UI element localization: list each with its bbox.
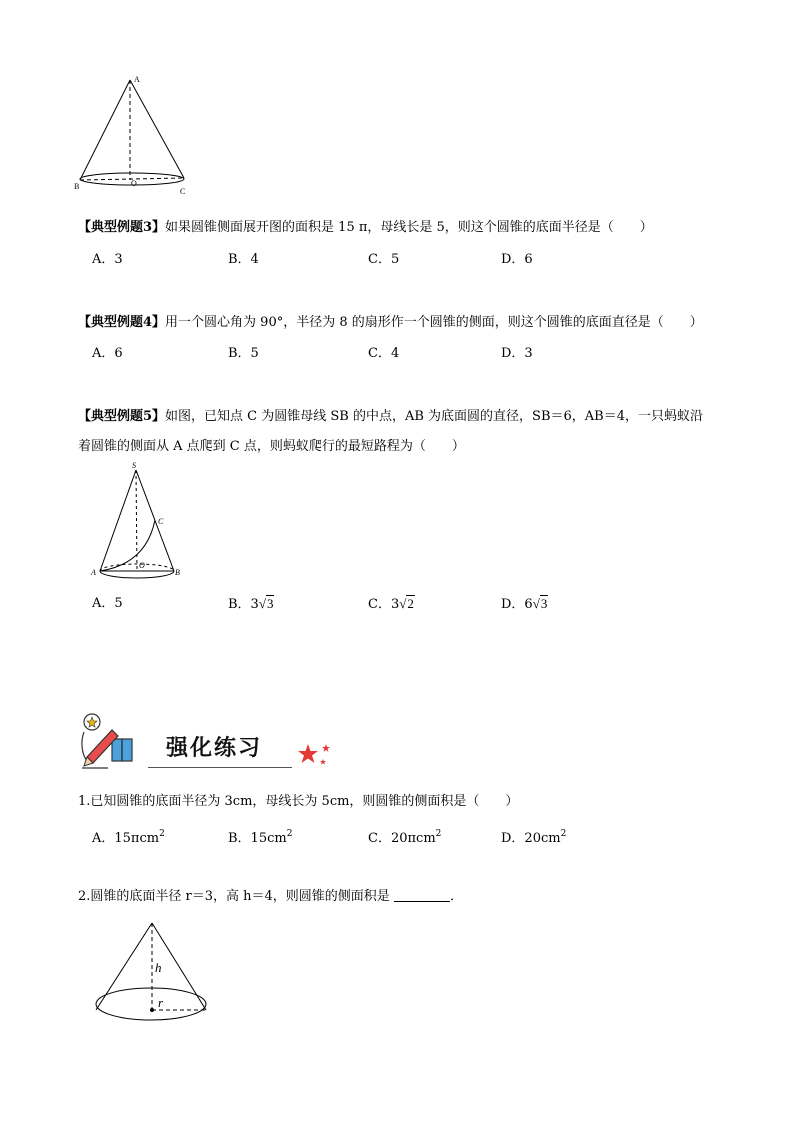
q3-option-b: B．4	[228, 252, 259, 267]
p1-option-c-exp: 2	[435, 829, 442, 839]
label-S: S	[132, 461, 136, 470]
sqrt-sign: √2	[399, 596, 414, 611]
question-5-tag: 【典型例题5】	[78, 409, 166, 424]
q5-option-a: A．5	[92, 596, 123, 611]
stars-decoration-icon	[296, 740, 336, 770]
question-5-line-2	[78, 438, 465, 456]
q5-option-b-radicand: 3	[266, 596, 274, 611]
cone-figure-5	[88, 460, 198, 582]
question-5-line-1	[78, 408, 703, 426]
p1-option-d-exp: 2	[560, 829, 567, 839]
label-r: r	[158, 995, 164, 1010]
q3-option-d: D．6	[501, 252, 533, 267]
q5-option-c	[368, 595, 415, 614]
label-B: B	[74, 182, 80, 191]
q4-option-c: C．4	[368, 346, 400, 361]
sqrt-sign: √3	[258, 596, 274, 611]
practice-2-text: 2.圆锥的底面半径 r＝3，高 h＝4，则圆锥的侧面积是	[78, 889, 394, 904]
pencil-book-icon	[78, 712, 148, 772]
p1-option-c	[368, 825, 441, 848]
question-5-text-1: 如图，已知点 C 为圆锥母线 SB 的中点，AB 为底面圆的直径，SB＝6，AB＝4，一只蚂蚁沿	[165, 409, 703, 424]
label-A5: A	[91, 568, 96, 577]
question-4	[78, 314, 703, 332]
question-3	[78, 219, 653, 237]
sqrt-sign: √3	[532, 596, 548, 611]
p1-option-b-exp: 2	[286, 829, 293, 839]
section-title: 强化练习	[166, 736, 263, 761]
p1-option-a-text: A．15πcm	[92, 831, 160, 846]
label-C: C	[180, 187, 186, 196]
cone-figure-1	[70, 72, 200, 197]
answer-blank	[394, 889, 450, 902]
question-3-tag: 【典型例题3】	[78, 220, 166, 235]
q5-option-d-prefix: D．6	[501, 597, 533, 612]
label-B5: B	[175, 568, 180, 577]
p1-option-a	[92, 825, 165, 848]
label-O5: O	[139, 561, 145, 570]
q4-option-b: B．5	[228, 346, 259, 361]
question-4-text: 用一个圆心角为 90°，半径为 8 的扇形作一个圆锥的侧面，则这个圆锥的底面直径是（ ）	[165, 315, 703, 330]
label-A: A	[134, 75, 140, 84]
label-h: h	[155, 960, 162, 975]
p1-option-d	[501, 825, 566, 848]
practice-1: 1.已知圆锥的底面半径为 3cm，母线长为 5cm，则圆锥的侧面积是（ ）	[78, 794, 519, 809]
practice-2-end: ．	[449, 889, 463, 904]
practice-2	[78, 888, 463, 906]
p1-option-b-text: B．15cm	[228, 831, 287, 846]
p1-option-b	[228, 825, 292, 848]
question-4-tag: 【典型例题4】	[78, 315, 166, 330]
q5-option-c-prefix: C．3	[368, 597, 400, 612]
q5-option-d	[501, 595, 548, 614]
q3-option-c: C．5	[368, 252, 400, 267]
cone-figure-2	[90, 915, 215, 1030]
q5-option-d-radicand: 3	[540, 596, 548, 611]
p1-option-d-text: D．20cm	[501, 831, 561, 846]
p1-option-c-text: C．20πcm	[368, 831, 436, 846]
question-3-text: 如果圆锥侧面展开图的面积是 15 π，母线长是 5，则这个圆锥的底面半径是（ ）	[165, 220, 653, 235]
label-C5: C	[158, 517, 164, 526]
section-underline	[148, 767, 292, 768]
q4-option-d: D．3	[501, 346, 533, 361]
p1-option-a-exp: 2	[159, 829, 165, 839]
q5-option-c-radicand: 2	[407, 596, 414, 611]
q5-option-b-prefix: B．3	[228, 597, 259, 612]
q4-option-a: A．6	[92, 346, 123, 361]
q5-option-b	[228, 595, 274, 614]
q3-option-a: A．3	[92, 252, 123, 267]
label-O: O	[131, 179, 137, 188]
question-5-text-2: 着圆锥的侧面从 A 点爬到 C 点，则蚂蚁爬行的最短路程为（ ）	[78, 439, 465, 454]
